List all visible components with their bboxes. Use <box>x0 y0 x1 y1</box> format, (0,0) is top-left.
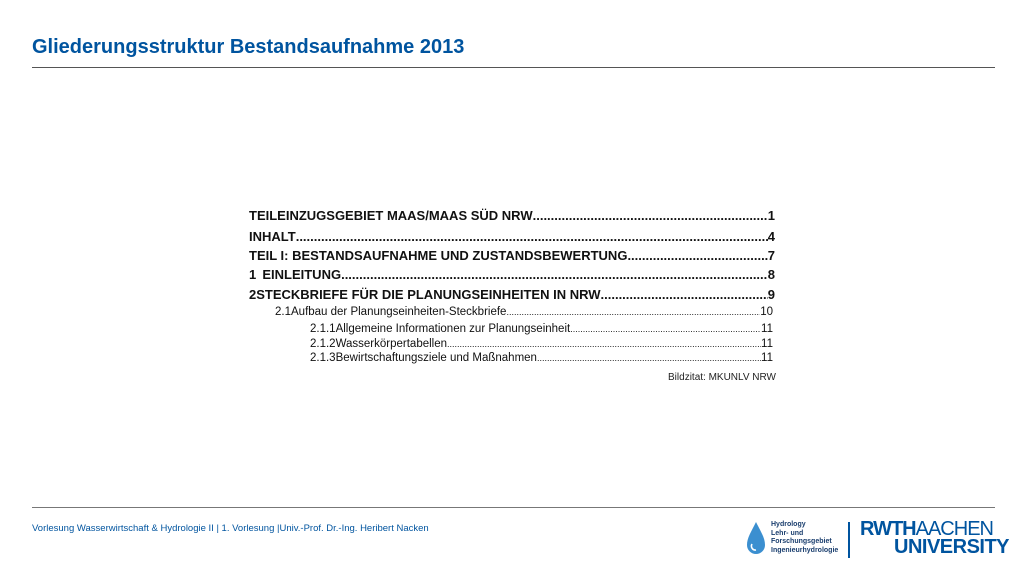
toc-entry-page: 7 <box>767 248 775 263</box>
rwth-logo-text: RWTH <box>860 518 916 540</box>
toc-entry-number: 2.1.1 <box>310 323 336 335</box>
toc-entry-page: 11 <box>761 352 773 364</box>
hydro-line: Hydrology <box>771 521 806 528</box>
toc-leader <box>341 267 768 282</box>
toc-entry <box>249 248 775 263</box>
toc-leader <box>506 307 760 317</box>
rwth-logo <box>860 520 1009 556</box>
toc-entry <box>310 338 773 350</box>
toc-entry-number: 2 <box>249 287 257 302</box>
toc-leader <box>296 229 768 244</box>
toc-entry-text: Aufbau der Planungseinheiten-Steckbriefe <box>291 306 507 318</box>
toc-entry <box>249 208 775 223</box>
toc-entry-text: TEILEINZUGSGEBIET MAAS/MAAS SÜD NRW <box>249 208 533 223</box>
toc-entry <box>249 267 775 282</box>
toc-entry-page: 10 <box>760 306 773 318</box>
toc-entry-text: INHALT <box>249 229 296 244</box>
aachen-logo-text: AACHEN <box>915 518 993 540</box>
toc-entry-text: Wasserkörpertabellen <box>335 338 448 350</box>
university-logo-text: UNIVERSITY <box>894 536 1010 558</box>
hydro-line: Lehr- und <box>771 529 804 537</box>
page-title: Gliederungsstruktur Bestandsaufnahme 2013 <box>32 36 465 58</box>
logo-separator <box>848 522 850 558</box>
toc-entry <box>275 306 773 318</box>
hydrology-logo <box>745 520 838 556</box>
toc-entry-number: 2.1.3 <box>310 352 336 364</box>
toc-entry <box>310 352 773 364</box>
toc-entry <box>249 229 775 244</box>
toc-entry-number: 2.1.2 <box>310 338 336 350</box>
footer-divider <box>32 507 995 508</box>
toc-leader <box>627 248 767 263</box>
toc-leader <box>601 287 768 302</box>
hydrology-logo-text <box>771 521 838 555</box>
toc-entry-page: 1 <box>767 208 775 223</box>
toc-leader <box>533 208 768 223</box>
toc-entry-page: 11 <box>761 323 773 335</box>
toc-leader <box>570 324 761 334</box>
footer-lecture-info: Vorlesung Wasserwirtschaft & Hydrologie II | 1. Vorlesung |Univ.-Prof. Dr.-Ing. Heribert Nacken <box>32 523 429 534</box>
toc-entry-text: EINLEITUNG <box>262 267 342 282</box>
toc-entry-page: 4 <box>767 229 775 244</box>
toc-entry-text: STECKBRIEFE FÜR DIE PLANUNGSEINHEITEN IN NRW <box>256 287 601 302</box>
header-divider <box>32 67 995 68</box>
toc-leader <box>537 353 761 363</box>
toc-entry-page: 9 <box>767 287 775 302</box>
toc-entry <box>249 287 775 302</box>
toc-entry-text: Bewirtschaftungsziele und Maßnahmen <box>335 352 537 364</box>
toc-leader <box>447 339 761 349</box>
toc-entry <box>310 323 773 335</box>
hydro-line: Ingenieurhydrologie <box>771 546 839 554</box>
image-credit: Bildzitat: MKUNLV NRW <box>668 372 776 383</box>
toc-entry-number: 2.1 <box>275 306 291 318</box>
toc-entry-text: TEIL I: BESTANDSAUFNAHME UND ZUSTANDSBEWERTUNG <box>249 248 628 263</box>
toc-entry-text: Allgemeine Informationen zur Planungseinheit <box>335 323 571 335</box>
hydro-line: Forschungsgebiet <box>771 538 832 545</box>
toc-entry-page: 8 <box>767 267 775 282</box>
toc-entry-page: 11 <box>761 338 773 350</box>
water-drop-icon <box>745 520 767 556</box>
toc-entry-number: 1 <box>249 267 257 282</box>
